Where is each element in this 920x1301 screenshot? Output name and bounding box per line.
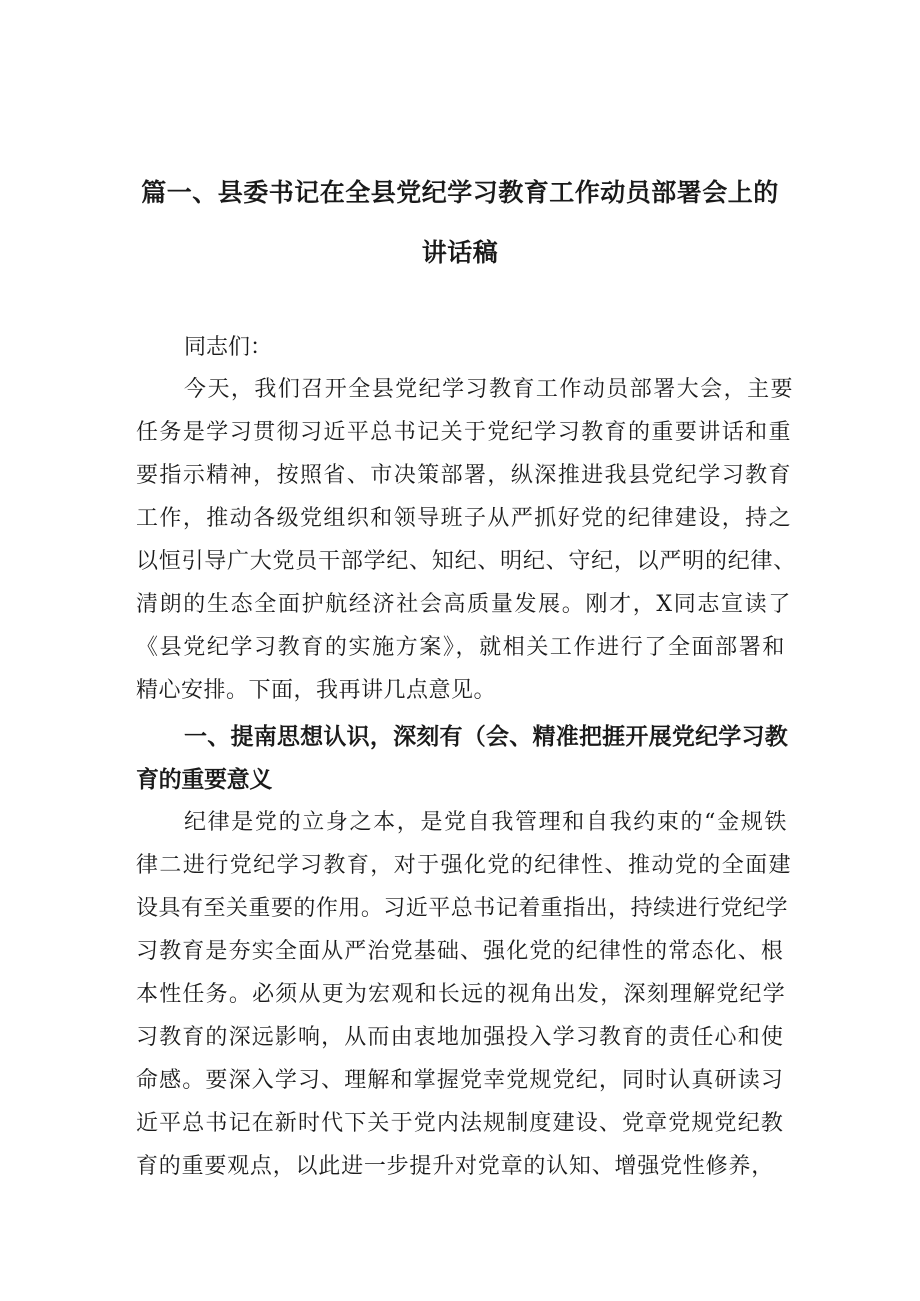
paragraph-2-line: 设具有至关重要的作用。习近平总书记着重指出，持续进行党纪学 bbox=[136, 896, 788, 921]
paragraph-2-line: 习教育是夯实全面从严治党基础、强化党的纪律性的常态化、根 bbox=[136, 939, 784, 964]
paragraph-1-line: 今天，我们召开全县党纪学习教育工作动员部署大会，主要 bbox=[184, 377, 794, 402]
paragraph-1-line: 要指示精神，按照省、市决策部署，纵深推进我县党纪学习教育 bbox=[136, 463, 792, 488]
document-title-line-2: 讲话稿 bbox=[421, 238, 499, 267]
paragraph-2-line: 育的重要观点，以此进一步提升对党章的认知、增强党性修养， bbox=[136, 1154, 774, 1179]
paragraph-1-line: 以恒引导广大党员干部学纪、知纪、明纪、守纪，以严明的纪律、 bbox=[136, 549, 796, 574]
greeting: 同志们： bbox=[184, 335, 273, 360]
paragraph-1-line: 清朗的生态全面护航经济社会高质量发展。刚才，X同志宣读了 bbox=[136, 592, 792, 617]
paragraph-2-line: 本性任务。必须从更为宏观和长远的视角出发，深刻理解党纪学 bbox=[136, 982, 786, 1007]
paragraph-1-line: 精心安排。下面，我再讲几点意见。 bbox=[136, 678, 496, 703]
paragraph-2-line: 纪律是党的立身之本，是党自我管理和自我约束的“金规铁 bbox=[184, 810, 788, 835]
paragraph-2-line: 习教育的深远影响，从而由衷地加强投入学习教育的责任心和使 bbox=[136, 1025, 784, 1050]
paragraph-2-line: 律二进行党纪学习教育，对于强化党的纪律性、推动党的全面建 bbox=[136, 853, 792, 878]
paragraph-1-line: 任务是学习贯彻习近平总书记关于党纪学习教育的重要讲话和重 bbox=[136, 420, 792, 445]
section-heading-1: 一、提南思想认识，深刻有（会、精准把捱开展党纪学习教 bbox=[184, 724, 788, 750]
document-title-line-1: 篇一、县委书记在全县党纪学习教育工作动员部署会上的 bbox=[141, 178, 779, 207]
section-heading-1-continued: 育的重要意义 bbox=[136, 767, 273, 793]
paragraph-1-line: 《县党纪学习教育的实施方案》，就相关工作进行了全面部署和 bbox=[136, 635, 786, 660]
paragraph-2-line: 命感。要深入学习、理解和掌握党幸党规党纪，同时认真研读习 bbox=[136, 1068, 784, 1093]
paragraph-1-line: 工作，推动各级党组织和领导班子从严抓好党的纪律建设，持之 bbox=[136, 506, 792, 531]
paragraph-2-line: 近平总书记在新时代下关于党内法规制度建设、党章党规党纪教 bbox=[136, 1111, 784, 1136]
